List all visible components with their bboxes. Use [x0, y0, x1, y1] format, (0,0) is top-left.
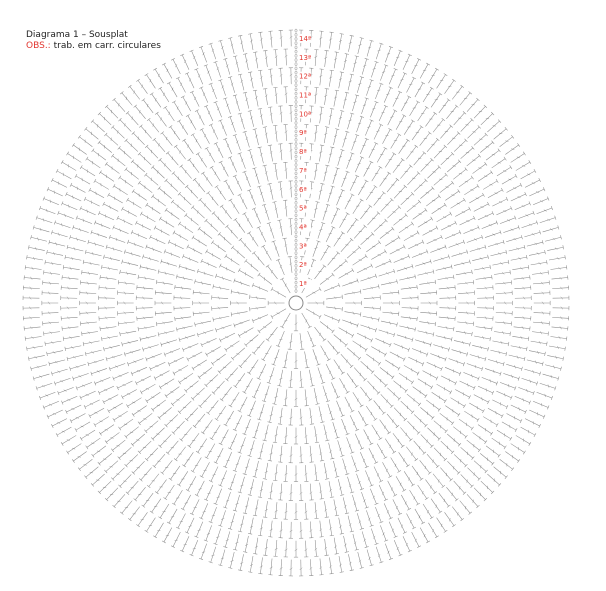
round-label: 6ª: [299, 185, 307, 194]
round-label: 12ª: [299, 72, 312, 81]
round-label: 9ª: [299, 129, 307, 138]
round-label: 11ª: [299, 91, 312, 100]
note-label: OBS.:: [26, 41, 51, 51]
round-label: 2ª: [299, 261, 307, 270]
note-text: trab. em carr. circulares: [53, 41, 161, 51]
round-label: 10ª: [299, 110, 312, 119]
round-label: 4ª: [299, 223, 307, 232]
diagram-title: Diagrama 1 – Sousplat: [26, 30, 128, 40]
round-labels: [298, 34, 311, 288]
round-label: 13ª: [299, 53, 312, 62]
round-label: 5ª: [299, 204, 307, 213]
round-label: 3ª: [299, 242, 307, 251]
round-label: 7ª: [299, 166, 307, 175]
round-label: 14ª: [299, 34, 312, 43]
round-label: 1ª: [299, 280, 307, 289]
chain-column: [295, 29, 297, 293]
round-label: 8ª: [299, 148, 307, 157]
magic-ring: [289, 296, 303, 310]
